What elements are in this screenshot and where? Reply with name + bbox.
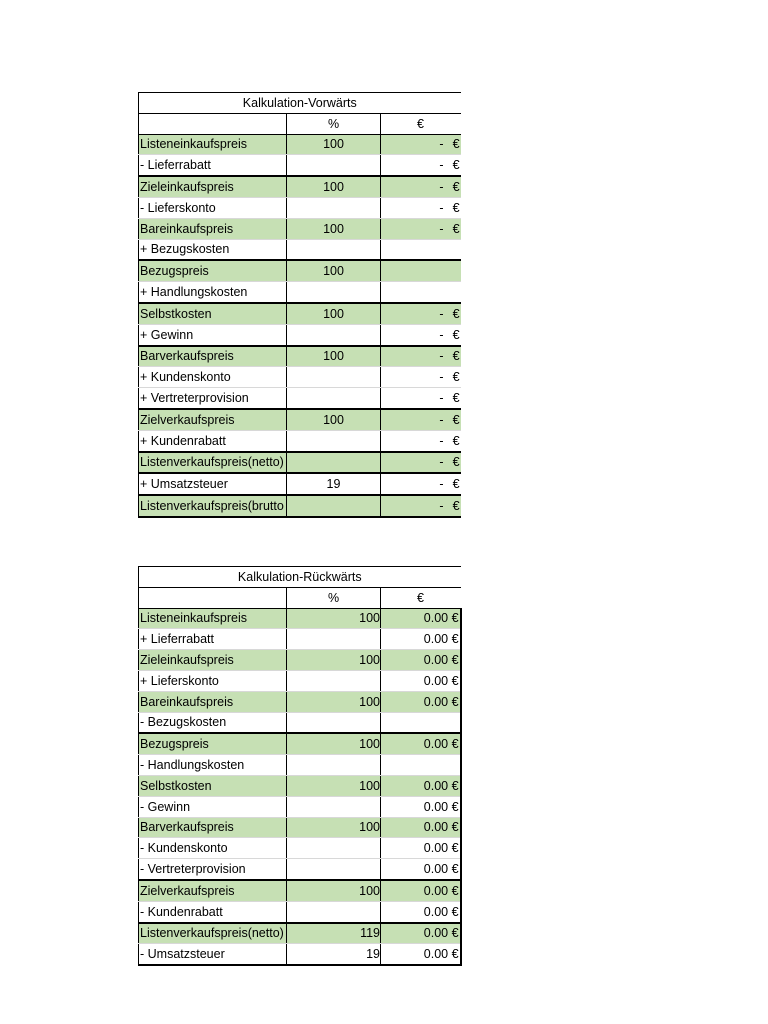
row-percent[interactable]: 100 <box>287 691 381 712</box>
row-euro[interactable] <box>381 282 461 303</box>
row-euro[interactable] <box>381 197 461 218</box>
row-percent[interactable] <box>287 629 381 650</box>
table-row <box>139 495 461 517</box>
table-row <box>139 473 461 495</box>
row-euro[interactable] <box>381 755 461 776</box>
euro-value <box>439 497 459 515</box>
euro-sign: € <box>452 327 460 342</box>
table-row <box>139 670 461 691</box>
table-row <box>139 712 461 733</box>
euro-sign: € <box>452 391 460 406</box>
row-label[interactable]: Zielverkaufspreis <box>139 409 287 430</box>
backward-title: Kalkulation-Rückwärts <box>139 567 461 588</box>
dash-value: - <box>439 477 444 492</box>
table-row <box>139 775 461 796</box>
row-label[interactable]: Selbstkosten <box>139 775 287 796</box>
euro-sign: € <box>452 306 460 321</box>
table-row <box>139 155 461 176</box>
row-euro[interactable]: 0.00 € <box>381 670 461 691</box>
row-euro[interactable]: 0.00 € <box>381 691 461 712</box>
dash-value: - <box>439 327 444 342</box>
table-row <box>139 282 461 303</box>
table-row <box>139 817 461 838</box>
row-label[interactable]: - Kundenrabatt <box>139 901 287 922</box>
row-label[interactable]: - Vertreterprovision <box>139 859 287 880</box>
row-percent[interactable] <box>287 495 381 517</box>
table-row <box>139 923 461 944</box>
row-percent[interactable] <box>287 755 381 776</box>
euro-value <box>439 135 459 153</box>
table-row <box>139 197 461 218</box>
table-row <box>139 176 461 197</box>
row-percent[interactable]: 100 <box>287 134 381 155</box>
euro-value <box>439 411 459 429</box>
euro-sign: € <box>452 433 460 448</box>
row-label[interactable]: - Umsatzsteuer <box>139 944 287 965</box>
row-percent[interactable] <box>287 388 381 409</box>
row-euro[interactable]: 0.00 € <box>381 796 461 817</box>
euro-value <box>439 475 459 493</box>
euro-value <box>439 156 459 174</box>
row-euro[interactable] <box>381 430 461 451</box>
row-percent[interactable] <box>287 239 381 260</box>
forward-title: Kalkulation-Vorwärts <box>139 93 461 114</box>
row-euro[interactable] <box>381 218 461 239</box>
table-row <box>139 388 461 409</box>
table-row <box>139 755 461 776</box>
row-euro[interactable] <box>381 260 461 281</box>
row-euro[interactable]: 0.00 € <box>381 733 461 754</box>
row-label[interactable]: Barverkaufspreis <box>139 817 287 838</box>
dash-value: - <box>439 370 444 385</box>
row-label[interactable]: Bezugspreis <box>139 260 287 281</box>
row-label[interactable]: + Kundenskonto <box>139 367 287 388</box>
row-euro[interactable] <box>381 409 461 430</box>
row-label[interactable]: Bareinkaufspreis <box>139 691 287 712</box>
dash-value: - <box>439 306 444 321</box>
row-euro[interactable]: 0.00 € <box>381 880 461 901</box>
forward-calculation-table <box>138 92 460 518</box>
row-percent[interactable]: 100 <box>287 775 381 796</box>
row-percent[interactable] <box>287 712 381 733</box>
table-row <box>139 303 461 324</box>
euro-value <box>439 389 459 407</box>
row-percent[interactable] <box>287 859 381 880</box>
row-label[interactable]: Bareinkaufspreis <box>139 218 287 239</box>
euro-value <box>439 347 459 365</box>
row-percent[interactable] <box>287 155 381 176</box>
table-row <box>139 880 461 901</box>
backward-header-percent: % <box>287 587 381 608</box>
table-row <box>139 859 461 880</box>
row-percent[interactable] <box>287 452 381 474</box>
row-percent[interactable] <box>287 324 381 345</box>
row-label[interactable]: Listenverkaufspreis(netto) <box>139 452 287 474</box>
row-percent[interactable] <box>287 901 381 922</box>
row-percent[interactable]: 100 <box>287 218 381 239</box>
forward-header-percent: % <box>287 113 381 134</box>
row-percent[interactable] <box>287 796 381 817</box>
row-percent[interactable] <box>287 838 381 859</box>
row-percent[interactable] <box>287 430 381 451</box>
table-row <box>139 430 461 451</box>
dash-value: - <box>439 391 444 406</box>
euro-sign: € <box>452 499 460 514</box>
row-percent[interactable]: 100 <box>287 176 381 197</box>
row-euro[interactable] <box>381 388 461 409</box>
table-row <box>139 367 461 388</box>
table-row <box>139 452 461 474</box>
row-euro[interactable]: 0.00 € <box>381 859 461 880</box>
table-row <box>139 218 461 239</box>
table-row <box>139 838 461 859</box>
euro-sign: € <box>452 180 460 195</box>
row-euro[interactable] <box>381 495 461 517</box>
row-percent[interactable] <box>287 670 381 691</box>
dash-value: - <box>439 412 444 427</box>
row-percent[interactable]: 100 <box>287 608 381 629</box>
euro-value <box>439 368 459 386</box>
euro-value <box>439 453 459 471</box>
forward-header-label <box>139 113 287 134</box>
row-euro[interactable]: 0.00 € <box>381 608 461 629</box>
row-label[interactable]: Selbstkosten <box>139 303 287 324</box>
table-row <box>139 409 461 430</box>
row-euro[interactable]: 0.00 € <box>381 775 461 796</box>
row-euro[interactable] <box>381 452 461 474</box>
row-percent[interactable]: 100 <box>287 303 381 324</box>
row-euro[interactable]: 0.00 € <box>381 817 461 838</box>
row-euro[interactable] <box>381 367 461 388</box>
row-label[interactable]: - Lieferskonto <box>139 197 287 218</box>
dash-value: - <box>439 137 444 152</box>
backward-calculation-table <box>138 566 460 966</box>
euro-sign: € <box>452 412 460 427</box>
row-label[interactable]: Bezugspreis <box>139 733 287 754</box>
row-percent[interactable]: 100 <box>287 409 381 430</box>
euro-value <box>439 178 459 196</box>
table-row <box>139 239 461 260</box>
row-euro[interactable]: 0.00 € <box>381 901 461 922</box>
row-percent[interactable]: 100 <box>287 880 381 901</box>
row-percent[interactable]: 100 <box>287 733 381 754</box>
row-percent[interactable] <box>287 197 381 218</box>
row-label[interactable]: + Umsatzsteuer <box>139 473 287 495</box>
row-percent[interactable]: 119 <box>287 923 381 944</box>
table-row <box>139 134 461 155</box>
row-euro[interactable]: 0.00 € <box>381 838 461 859</box>
row-percent[interactable] <box>287 282 381 303</box>
row-euro[interactable] <box>381 239 461 260</box>
row-euro[interactable]: 0.00 € <box>381 629 461 650</box>
row-label[interactable]: - Gewinn <box>139 796 287 817</box>
row-euro[interactable] <box>381 155 461 176</box>
row-label[interactable]: Zielverkaufspreis <box>139 880 287 901</box>
row-label[interactable]: + Lieferrabatt <box>139 629 287 650</box>
euro-value <box>439 305 459 323</box>
table-row <box>139 608 461 629</box>
row-label[interactable]: Barverkaufspreis <box>139 346 287 367</box>
euro-sign: € <box>452 370 460 385</box>
euro-sign: € <box>452 200 460 215</box>
row-label[interactable]: - Kundenskonto <box>139 838 287 859</box>
row-euro[interactable] <box>381 176 461 197</box>
row-label[interactable]: + Vertreterprovision <box>139 388 287 409</box>
row-label[interactable]: Listeneinkaufspreis <box>139 134 287 155</box>
table-row <box>139 324 461 345</box>
row-label[interactable]: + Bezugskosten <box>139 239 287 260</box>
row-label[interactable]: + Lieferskonto <box>139 670 287 691</box>
row-percent[interactable]: 19 <box>287 473 381 495</box>
table-row <box>139 260 461 281</box>
table-row <box>139 796 461 817</box>
row-label[interactable]: - Lieferrabatt <box>139 155 287 176</box>
euro-sign: € <box>452 221 460 236</box>
row-euro[interactable]: 0.00 € <box>381 650 461 671</box>
euro-value <box>439 432 459 450</box>
row-label[interactable]: + Handlungskosten <box>139 282 287 303</box>
table-row <box>139 629 461 650</box>
backward-header-label <box>139 587 287 608</box>
backward-header-euro: € <box>381 587 461 608</box>
row-label[interactable]: Zieleinkaufspreis <box>139 650 287 671</box>
row-euro[interactable]: 0.00 € <box>381 944 461 965</box>
euro-value <box>439 199 459 217</box>
row-label[interactable]: Listenverkaufspreis(brutto <box>139 495 287 517</box>
row-euro[interactable] <box>381 473 461 495</box>
row-percent[interactable]: 100 <box>287 817 381 838</box>
dash-value: - <box>439 433 444 448</box>
row-percent[interactable]: 100 <box>287 650 381 671</box>
euro-sign: € <box>452 455 460 470</box>
row-euro[interactable] <box>381 134 461 155</box>
row-euro[interactable] <box>381 346 461 367</box>
dash-value: - <box>439 455 444 470</box>
row-euro[interactable] <box>381 303 461 324</box>
euro-sign: € <box>452 349 460 364</box>
euro-sign: € <box>452 137 460 152</box>
dash-value: - <box>439 180 444 195</box>
table-row <box>139 944 461 965</box>
row-label[interactable]: - Bezugskosten <box>139 712 287 733</box>
dash-value: - <box>439 349 444 364</box>
row-label[interactable]: + Gewinn <box>139 324 287 345</box>
dash-value: - <box>439 221 444 236</box>
row-euro[interactable]: 0.00 € <box>381 923 461 944</box>
euro-value <box>439 220 459 238</box>
dash-value: - <box>439 158 444 173</box>
row-label[interactable]: - Handlungskosten <box>139 755 287 776</box>
row-percent[interactable]: 100 <box>287 346 381 367</box>
row-label[interactable]: Zieleinkaufspreis <box>139 176 287 197</box>
dash-value: - <box>439 499 444 514</box>
euro-sign: € <box>452 477 460 492</box>
row-percent[interactable]: 100 <box>287 260 381 281</box>
row-euro[interactable] <box>381 324 461 345</box>
table-row <box>139 650 461 671</box>
table-row <box>139 733 461 754</box>
table-row <box>139 691 461 712</box>
euro-sign: € <box>452 158 460 173</box>
row-percent[interactable]: 19 <box>287 944 381 965</box>
row-label[interactable]: Listenverkaufspreis(netto) <box>139 923 287 944</box>
table-row <box>139 901 461 922</box>
row-label[interactable]: Listeneinkaufspreis <box>139 608 287 629</box>
table-row <box>139 346 461 367</box>
forward-header-euro: € <box>381 113 461 134</box>
row-label[interactable]: + Kundenrabatt <box>139 430 287 451</box>
dash-value: - <box>439 200 444 215</box>
euro-value <box>439 326 459 344</box>
row-euro[interactable] <box>381 712 461 733</box>
row-percent[interactable] <box>287 367 381 388</box>
